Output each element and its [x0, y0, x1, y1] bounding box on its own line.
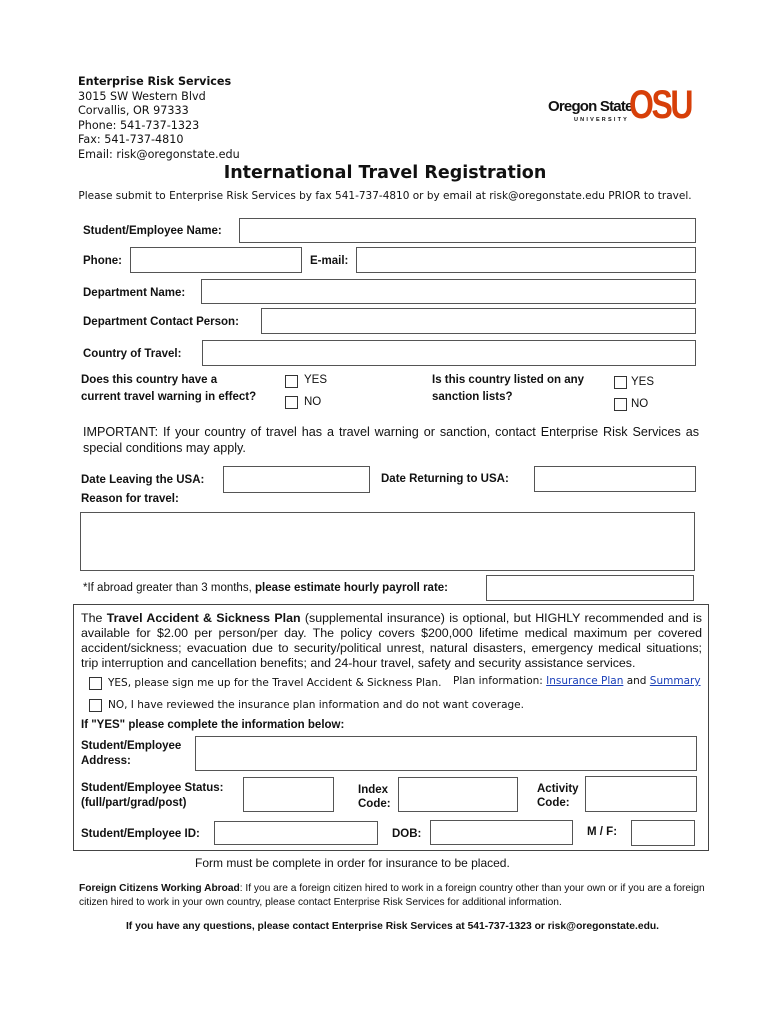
index-code-label-line-1: Index [358, 784, 389, 796]
insurance-intro-prefix: The [81, 611, 107, 625]
insurance-intro [81, 611, 702, 671]
sanction-question-line-2: sanction lists? [432, 391, 513, 403]
email-label: E-mail: [310, 255, 349, 267]
email-input[interactable] [356, 247, 696, 273]
address-label-line-2: Address: [81, 755, 131, 767]
address-line-2: Corvallis, OR 97333 [78, 104, 189, 117]
plan-info-and: and [623, 675, 650, 687]
warning-no-checkbox[interactable] [285, 396, 298, 409]
warning-yes-label: YES [304, 374, 328, 386]
date-returning-label: Date Returning to USA: [381, 473, 509, 485]
if-yes-heading: If "YES" please complete the information below: [81, 719, 345, 731]
warning-no-label: NO [304, 396, 322, 408]
reason-textarea[interactable] [80, 512, 695, 571]
questions-contact: If you have any questions, please contact Enterprise Risk Services at 541-737-1323 or risk@oregonstate.edu. [125, 921, 660, 932]
gender-label: M / F: [587, 826, 618, 838]
phone-input[interactable] [130, 247, 302, 273]
warning-question-line-1: Does this country have a [81, 374, 218, 386]
address-label-line-1: Student/Employee [81, 740, 182, 752]
insured-address-input[interactable] [195, 736, 697, 771]
dept-contact-label: Department Contact Person: [83, 316, 239, 328]
payroll-label-prefix: *If abroad greater than 3 months, [83, 582, 252, 594]
department-label: Department Name: [83, 287, 186, 299]
name-label: Student/Employee Name: [83, 225, 222, 237]
status-label-line-1: Student/Employee Status: [81, 782, 224, 794]
warning-question-line-2: current travel warning in effect? [81, 391, 257, 403]
phone-line: Phone: 541-737-1323 [78, 118, 200, 132]
date-leaving-input[interactable] [223, 466, 370, 493]
insurance-yes-label: YES, please sign me up for the Travel Accident & Sickness Plan. [108, 677, 442, 689]
foreign-citizens-heading: Foreign Citizens Working Abroad [79, 883, 240, 894]
name-input[interactable] [239, 218, 696, 243]
foreign-citizens-note [79, 882, 710, 909]
address-line-1: 3015 SW Western Blvd [78, 89, 206, 103]
insurance-plan-link[interactable]: Insurance Plan [546, 675, 624, 687]
plan-information [453, 675, 701, 687]
date-leaving-label: Date Leaving the USA: [81, 474, 205, 486]
country-label: Country of Travel: [83, 348, 182, 360]
index-code-input[interactable] [398, 777, 518, 812]
gender-input[interactable] [631, 820, 695, 846]
phone-label: Phone: [83, 255, 122, 267]
department-input[interactable] [201, 279, 696, 304]
insurance-yes-checkbox[interactable] [89, 677, 102, 690]
plan-info-label: Plan information: [453, 675, 547, 687]
logo-osu-mark: OSU [629, 83, 692, 127]
email-line: Email: risk@oregonstate.edu [78, 147, 240, 161]
warning-yes-checkbox[interactable] [285, 375, 298, 388]
country-input[interactable] [202, 340, 696, 366]
submit-instructions: Please submit to Enterprise Risk Services by fax 541-737-4810 or by email at risk@oregonstate.edu PRIOR to travel. [78, 190, 692, 202]
contact-block [78, 75, 378, 162]
index-code-label-line-2: Code: [358, 798, 391, 810]
status-input[interactable] [243, 777, 334, 812]
org-name: Enterprise Risk Services [78, 75, 232, 88]
activity-code-label-line-1: Activity [537, 783, 579, 795]
sanction-no-checkbox[interactable] [614, 398, 627, 411]
activity-code-input[interactable] [585, 776, 697, 812]
date-returning-input[interactable] [534, 466, 696, 492]
logo-university: UNIVERSITY [574, 117, 630, 123]
dept-contact-input[interactable] [261, 308, 696, 334]
insurance-intro-rest: (supplemental insurance) is optional, but HIGHLY recommended and is available for $2.00 per person/per day. The policy covers $200,000 lifetime medical maximum per covered accident/sickness; evacuation due to security/political unrest, natural disasters, emergency medical situations; trip interruption and cancellation benefits; and 24-hour travel, safety and security assistance services. [81, 611, 703, 670]
sanction-no-label: NO [631, 398, 649, 410]
summary-link[interactable]: Summary [649, 675, 701, 687]
logo-wordmark: Oregon State [548, 98, 633, 115]
employee-id-input[interactable] [214, 821, 378, 845]
sanction-question-line-1: Is this country listed on any [432, 374, 585, 386]
foreign-citizens-text: : If you are a foreign citizen hired to work in a foreign country other than your own or if you are a foreign citizen hired to work in your own country, please contact Enterprise Risk Services for additional information. [79, 883, 705, 908]
insurance-no-label: NO, I have reviewed the insurance plan information and do not want coverage. [108, 699, 524, 711]
complete-note: Form must be complete in order for insurance to be placed. [195, 856, 510, 870]
payroll-label [83, 582, 448, 594]
osu-logo [548, 83, 698, 136]
important-notice: IMPORTANT: If your country of travel has a travel warning or sanction, contact Enterprise Risk Services as special conditions may apply. [83, 425, 699, 455]
activity-code-label-line-2: Code: [537, 797, 570, 809]
employee-id-label: Student/Employee ID: [81, 828, 200, 840]
sanction-yes-checkbox[interactable] [614, 376, 627, 389]
dob-label: DOB: [392, 828, 422, 840]
payroll-rate-input[interactable] [486, 575, 694, 601]
payroll-label-bold: please estimate hourly payroll rate: [254, 582, 449, 594]
form-title: International Travel Registration [223, 163, 547, 183]
sanction-yes-label: YES [631, 376, 655, 388]
fax-line: Fax: 541-737-4810 [78, 133, 184, 146]
insurance-no-checkbox[interactable] [89, 699, 102, 712]
dob-input[interactable] [430, 820, 573, 845]
reason-label: Reason for travel: [81, 493, 179, 505]
insurance-plan-name: Travel Accident & Sickness Plan [106, 611, 301, 625]
status-label-line-2: (full/part/grad/post) [81, 797, 187, 809]
